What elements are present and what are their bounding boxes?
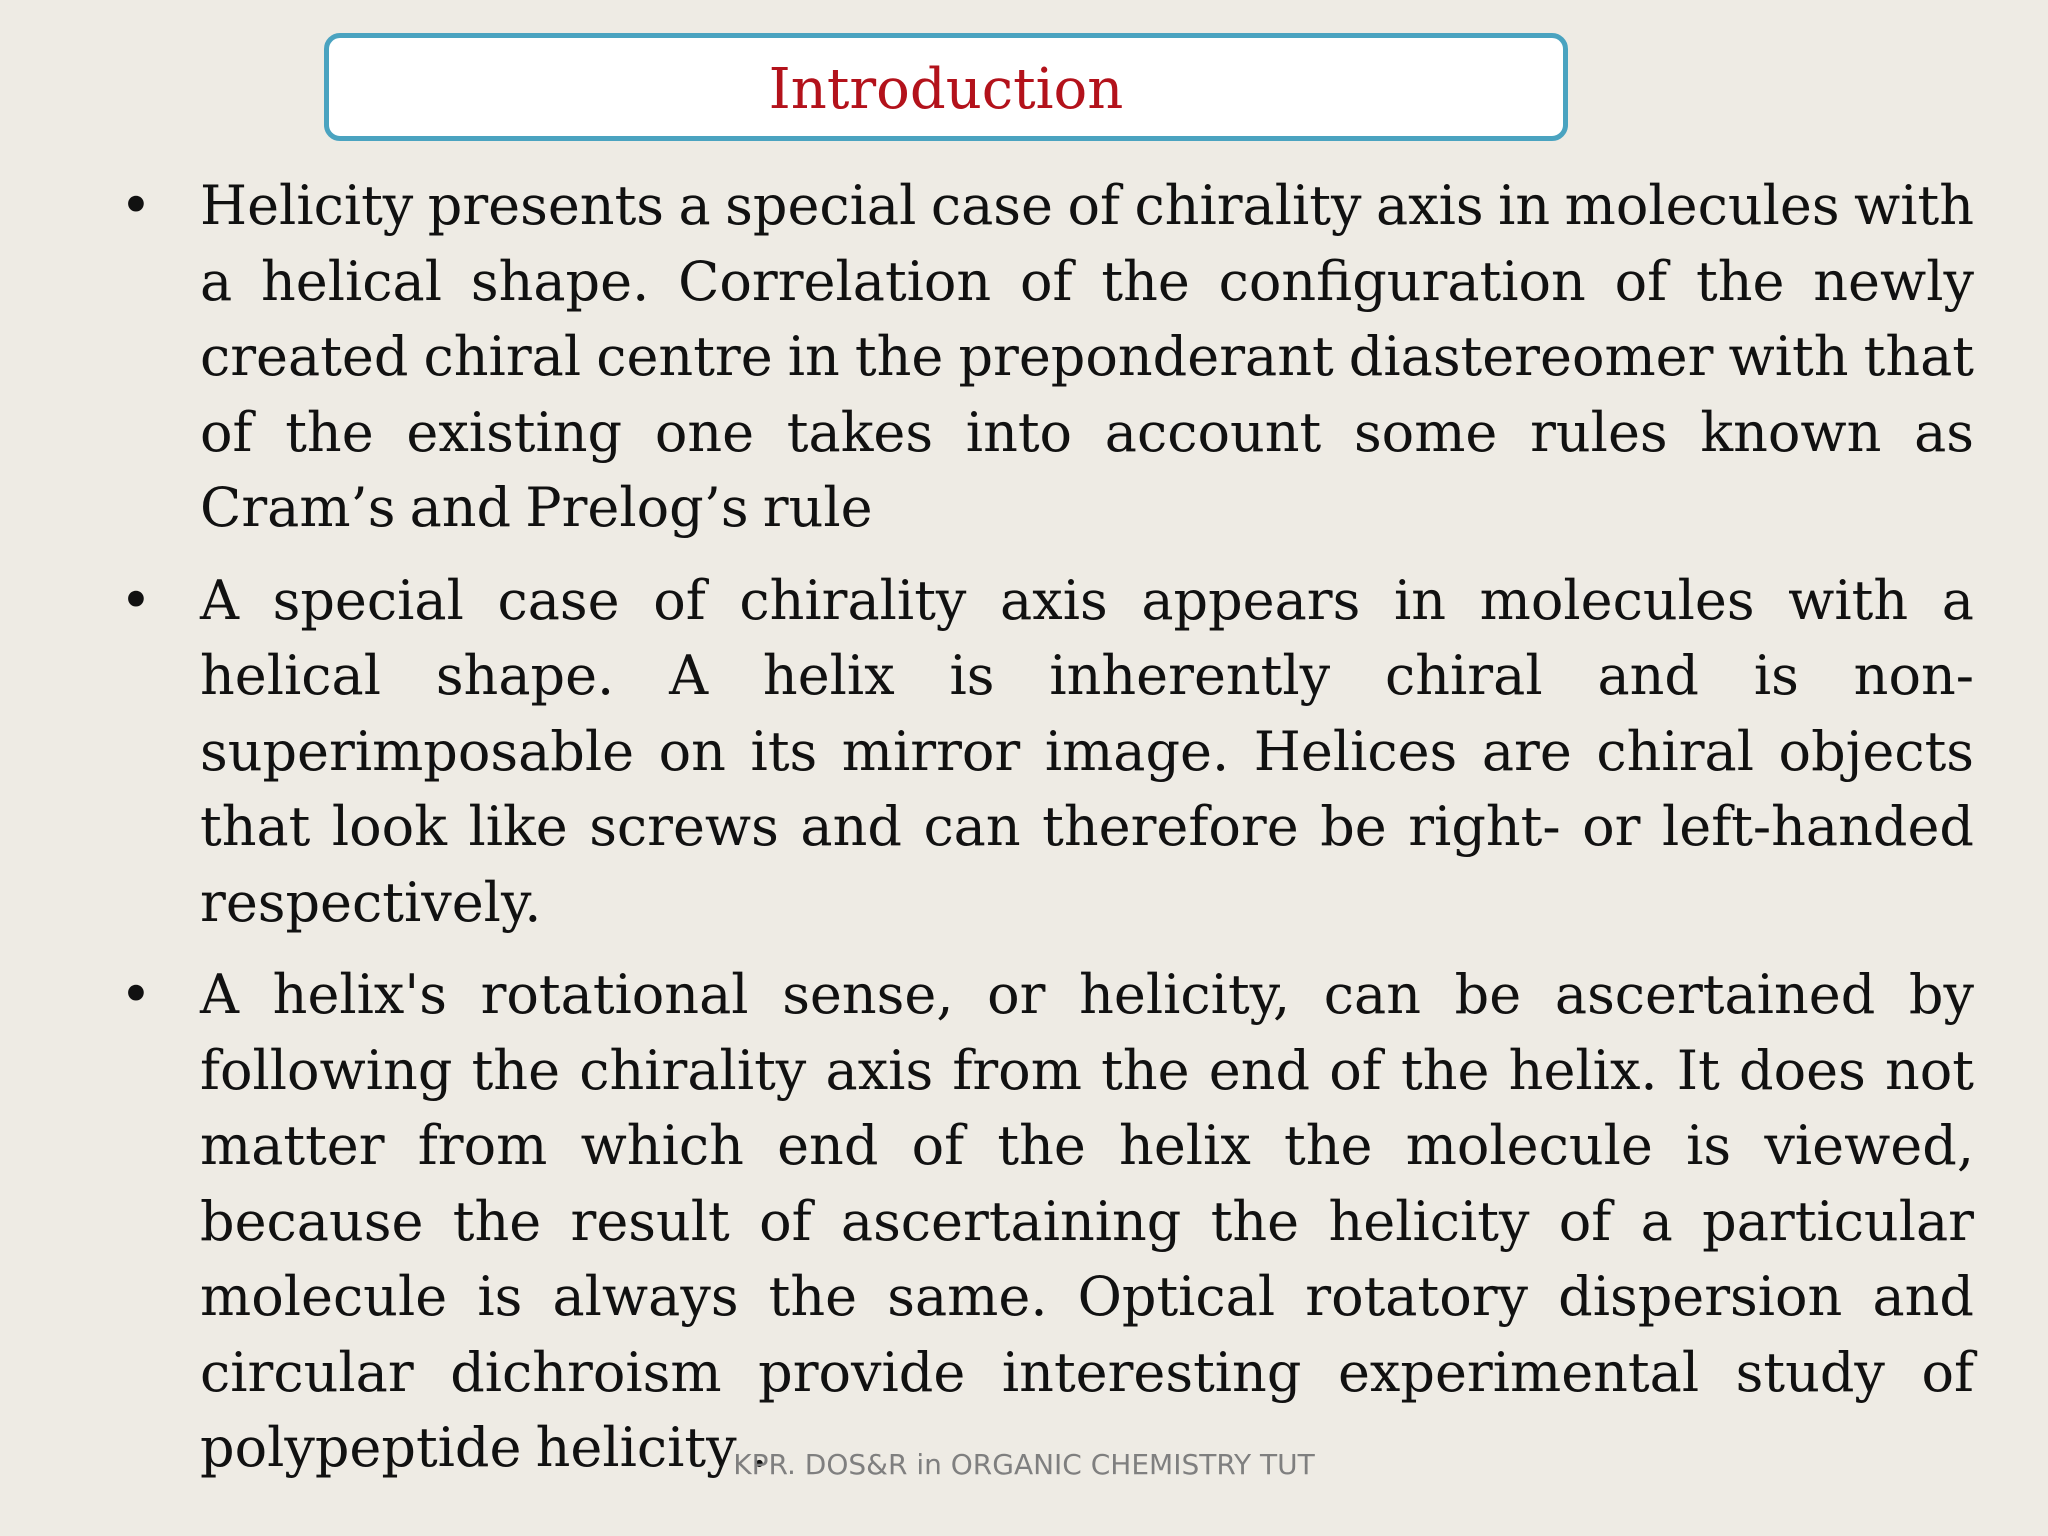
bullet-marker-icon: •	[120, 174, 152, 237]
bullet-item	[120, 957, 1974, 1486]
bullet-text: Helicity presents a special case of chirality axis in molecules with a helical shape. Correlation of the configuration of the newly created chiral centre in the preponderant diastereomer with that of the existing one takes into account some rules known as Cram’s and Prelog’s rule	[200, 174, 1974, 539]
bullet-marker-icon: •	[120, 568, 152, 632]
slide-footer: KPR. DOS&R in ORGANIC CHEMISTRY TUT	[733, 1448, 1315, 1481]
bullet-marker-icon: •	[120, 963, 152, 1026]
bullet-item	[120, 563, 1974, 941]
bullet-item	[120, 168, 1974, 546]
bullet-text: A helix's rotational sense, or helicity, can be ascertained by following the chirality axis from the end of the helix. It does not matter from which end of the helix the molecule is viewed, because the result of ascertaining the helicity of a particular molecule is always the same. Optical rotatory dispersion and circular dichroism provide interesting experimental study of polypeptide helicity .	[200, 963, 1974, 1479]
bullet-text: A special case of chirality axis appears in molecules with a helical shape. A helix is inherently chiral and is non-superimposable on its mirror image. Helices are chiral objects that look like screws and can therefore be right- or left-handed respectively.	[200, 568, 1974, 934]
slide-title: Introduction	[768, 57, 1124, 122]
bullet-list	[120, 168, 1974, 1503]
title-box	[324, 33, 1568, 141]
